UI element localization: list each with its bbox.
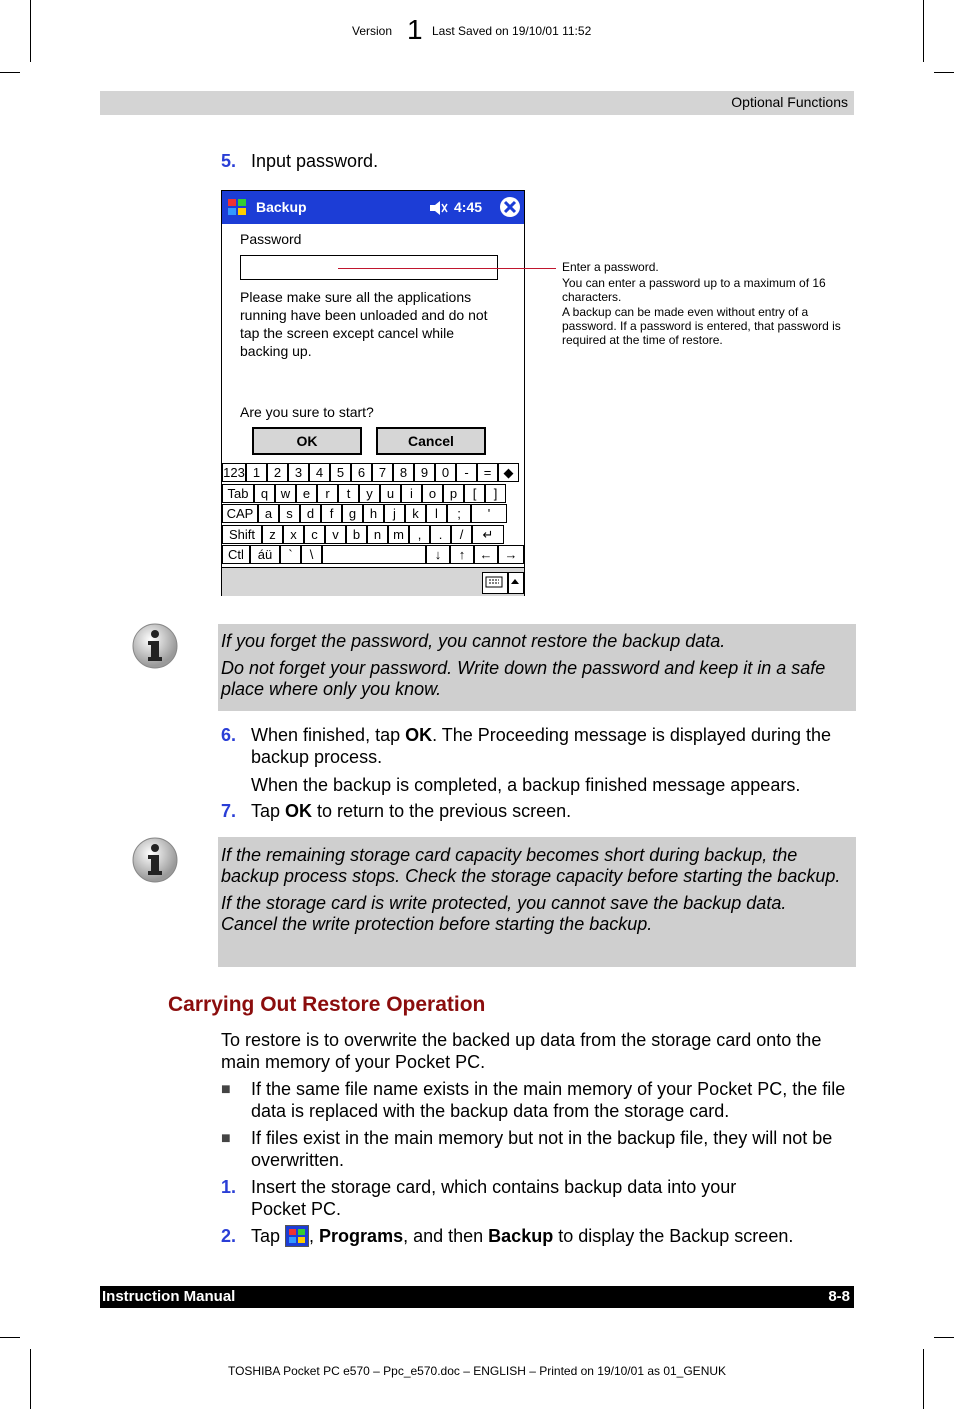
crop-mark xyxy=(0,1337,20,1338)
keyboard-key[interactable]: v xyxy=(325,525,346,544)
keyboard-key[interactable]: x xyxy=(283,525,304,544)
footer-bar xyxy=(100,1286,854,1308)
keyboard-key[interactable]: ◆ xyxy=(498,463,519,482)
keyboard-key[interactable]: g xyxy=(342,504,363,523)
note-box xyxy=(218,837,856,967)
crop-mark xyxy=(934,1337,954,1338)
ok-button[interactable]: OK xyxy=(252,427,362,455)
keyboard-key[interactable]: ' xyxy=(471,504,507,523)
step-text: , xyxy=(309,1226,320,1246)
keyboard-key[interactable]: → xyxy=(498,545,524,564)
note-text: If the storage card is write protected, you cannot save the backup data. Cancel the write protection before starting the backup. xyxy=(221,893,787,934)
page-number: 8-8 xyxy=(828,1288,850,1305)
keyboard-key[interactable]: Shift xyxy=(222,525,262,544)
backup-screenshot xyxy=(221,190,525,596)
step-text: When finished, tap xyxy=(251,725,406,745)
password-label: Password xyxy=(240,231,302,247)
keyboard-key[interactable]: 4 xyxy=(309,463,330,482)
keyboard-key[interactable]: w xyxy=(275,484,296,503)
keyboard-key[interactable]: a xyxy=(258,504,279,523)
keyboard-key[interactable]: k xyxy=(405,504,426,523)
step-number: 2. xyxy=(221,1226,237,1246)
keyboard-key[interactable]: ` xyxy=(280,545,301,564)
callout-line3: A backup can be made even without entry of a password. If a password is entered, that password is required at the time of restore. xyxy=(562,305,841,347)
print-info: TOSHIBA Pocket PC e570 – Ppc_e570.doc – ENGLISH – Printed on 19/10/01 as 01_GENUK xyxy=(227,1364,727,1378)
keyboard-key[interactable]: Ctl xyxy=(222,545,250,564)
keyboard-key[interactable]: , xyxy=(409,525,430,544)
keyboard-key[interactable]: e xyxy=(296,484,317,503)
note-text: If the remaining storage card capacity becomes short during backup, the backup process stops. Check the storage capacity before starting the backup. xyxy=(221,845,841,886)
step-text: Tap xyxy=(251,801,286,821)
keyboard-key[interactable]: 0 xyxy=(435,463,456,482)
step-number: 7. xyxy=(221,801,237,821)
keyboard-key[interactable]: d xyxy=(300,504,321,523)
step-text: to return to the previous screen. xyxy=(312,801,572,821)
keyboard-key[interactable]: áü xyxy=(250,545,280,564)
last-saved: Last Saved on 19/10/01 11:52 xyxy=(432,24,592,38)
keyboard-key[interactable]: p xyxy=(443,484,464,503)
step-number: 1. xyxy=(221,1177,237,1197)
keyboard-key[interactable]: r xyxy=(317,484,338,503)
keyboard-key[interactable]: 8 xyxy=(393,463,414,482)
bullet-item xyxy=(221,1127,851,1171)
dev-title: Backup xyxy=(256,199,307,215)
crop-mark xyxy=(923,1349,924,1409)
version-label: Version xyxy=(352,24,393,38)
step-5 xyxy=(221,150,379,172)
keyboard-key[interactable] xyxy=(322,545,426,564)
keyboard-key[interactable]: n xyxy=(367,525,388,544)
crop-mark xyxy=(934,72,954,73)
windows-start-icon xyxy=(285,1225,309,1247)
keyboard-key[interactable]: m xyxy=(388,525,409,544)
keyboard-key[interactable]: 6 xyxy=(351,463,372,482)
windows-start-icon xyxy=(226,196,248,218)
keyboard-key[interactable]: 7 xyxy=(372,463,393,482)
callout-line xyxy=(338,268,556,269)
keyboard-key[interactable]: 3 xyxy=(288,463,309,482)
step-text: , and then xyxy=(403,1226,489,1246)
keyboard-key[interactable]: 2 xyxy=(267,463,288,482)
bottom-bar xyxy=(222,567,524,596)
note-text: Do not forget your password. Write down the password and keep it in a safe place where only you know. xyxy=(221,658,826,699)
keyboard-key[interactable]: j xyxy=(384,504,405,523)
keyboard-key[interactable]: y xyxy=(359,484,380,503)
keyboard-key[interactable]: ↑ xyxy=(450,545,474,564)
keyboard-key[interactable]: l xyxy=(426,504,447,523)
step-text: . The Proceeding message is displayed during the backup process. xyxy=(251,725,832,767)
backup-message: Please make sure all the applications running have been unloaded and do not tap the screen except cancel while backing up. xyxy=(240,289,488,359)
step-bold: Programs xyxy=(319,1226,404,1246)
soft-keyboard xyxy=(222,463,524,567)
step-7 xyxy=(221,800,851,822)
keyboard-key[interactable]: ; xyxy=(447,504,471,523)
sip-arrow-up-icon[interactable] xyxy=(508,572,524,594)
info-icon xyxy=(131,836,179,884)
section-title: Carrying Out Restore Operation xyxy=(168,993,486,1016)
title-bar xyxy=(222,191,524,224)
info-icon xyxy=(131,622,179,670)
keyboard-key[interactable]: 123 xyxy=(223,465,245,480)
keyboard-key[interactable]: 1 xyxy=(246,463,267,482)
keyboard-key[interactable]: f xyxy=(321,504,342,523)
step-number: 5. xyxy=(221,151,237,171)
step-6 xyxy=(221,724,851,796)
keyboard-key[interactable]: 5 xyxy=(330,463,351,482)
crop-mark xyxy=(30,1349,31,1409)
step-text: to display the Backup screen. xyxy=(553,1226,794,1246)
close-icon[interactable] xyxy=(499,196,521,218)
bullet-item xyxy=(221,1078,851,1122)
keyboard-key[interactable]: u xyxy=(380,484,401,503)
keyboard-key[interactable]: q xyxy=(254,484,275,503)
keyboard-key[interactable]: [ xyxy=(464,484,485,503)
step-text: Tap xyxy=(251,1226,286,1246)
note-text: If you forget the password, you cannot restore the backup data. xyxy=(221,631,726,651)
keyboard-key[interactable]: h xyxy=(363,504,384,523)
version-number: 1 xyxy=(407,14,423,45)
step-text: Insert the storage card, which contains backup data into your Pocket PC. xyxy=(251,1177,737,1219)
step-bold: OK xyxy=(285,801,313,821)
crop-mark xyxy=(30,0,31,62)
restore-step-2 xyxy=(221,1225,851,1247)
bullet-icon: ■ xyxy=(221,1081,231,1098)
keyboard-key[interactable]: Tab xyxy=(222,484,254,503)
keyboard-key[interactable]: / xyxy=(451,525,472,544)
keyboard-key[interactable]: ↓ xyxy=(426,545,450,564)
step-number: 6. xyxy=(221,725,237,745)
speaker-icon xyxy=(428,199,448,220)
keyboard-key[interactable]: = xyxy=(477,463,498,482)
keyboard-key[interactable]: t xyxy=(338,484,359,503)
restore-intro: To restore is to overwrite the backed up data from the storage card onto the main memory of your Pocket PC. xyxy=(221,1030,822,1072)
step-bold: Backup xyxy=(488,1226,554,1246)
keyboard-key[interactable]: s xyxy=(279,504,300,523)
keyboard-key[interactable]: ↵ xyxy=(472,525,504,544)
keyboard-icon[interactable] xyxy=(482,572,508,594)
keyboard-key[interactable]: \ xyxy=(301,545,322,564)
note-box xyxy=(218,624,856,711)
crop-mark xyxy=(923,0,924,62)
keyboard-key[interactable]: CAP xyxy=(222,504,258,523)
cancel-button[interactable]: Cancel xyxy=(376,427,486,455)
restore-step-1 xyxy=(221,1176,781,1220)
section-header-bar xyxy=(100,91,854,115)
manual-title: Instruction Manual xyxy=(102,1288,236,1305)
keyboard-key[interactable]: z xyxy=(262,525,283,544)
step-bold: OK xyxy=(405,725,433,745)
keyboard-key[interactable]: c xyxy=(304,525,325,544)
keyboard-key[interactable]: - xyxy=(456,463,477,482)
confirm-text: Are you sure to start? xyxy=(240,404,374,420)
keyboard-key[interactable]: o xyxy=(422,484,443,503)
keyboard-key[interactable]: 9 xyxy=(414,463,435,482)
keyboard-key[interactable]: ] xyxy=(485,484,506,503)
dev-time: 4:45 xyxy=(454,199,483,215)
bullet-text: If the same file name exists in the main memory of your Pocket PC, the file data is replaced with the backup data from the storage card. xyxy=(251,1079,846,1121)
crop-mark xyxy=(0,72,20,73)
step-text: Input password. xyxy=(251,151,379,171)
keyboard-key[interactable]: b xyxy=(346,525,367,544)
bullet-icon: ■ xyxy=(221,1130,231,1147)
keyboard-key[interactable]: . xyxy=(430,525,451,544)
section-name: Optional Functions xyxy=(731,94,848,110)
keyboard-key[interactable]: i xyxy=(401,484,422,503)
callout-line2: You can enter a password up to a maximum of 16 characters. xyxy=(562,276,826,304)
keyboard-key[interactable]: ← xyxy=(474,545,498,564)
bullet-text: If files exist in the main memory but not in the backup file, they will not be overwritten. xyxy=(251,1128,833,1170)
callout-line1: Enter a password. xyxy=(562,260,659,274)
step-extra: When the backup is completed, a backup finished message appears. xyxy=(251,775,801,795)
